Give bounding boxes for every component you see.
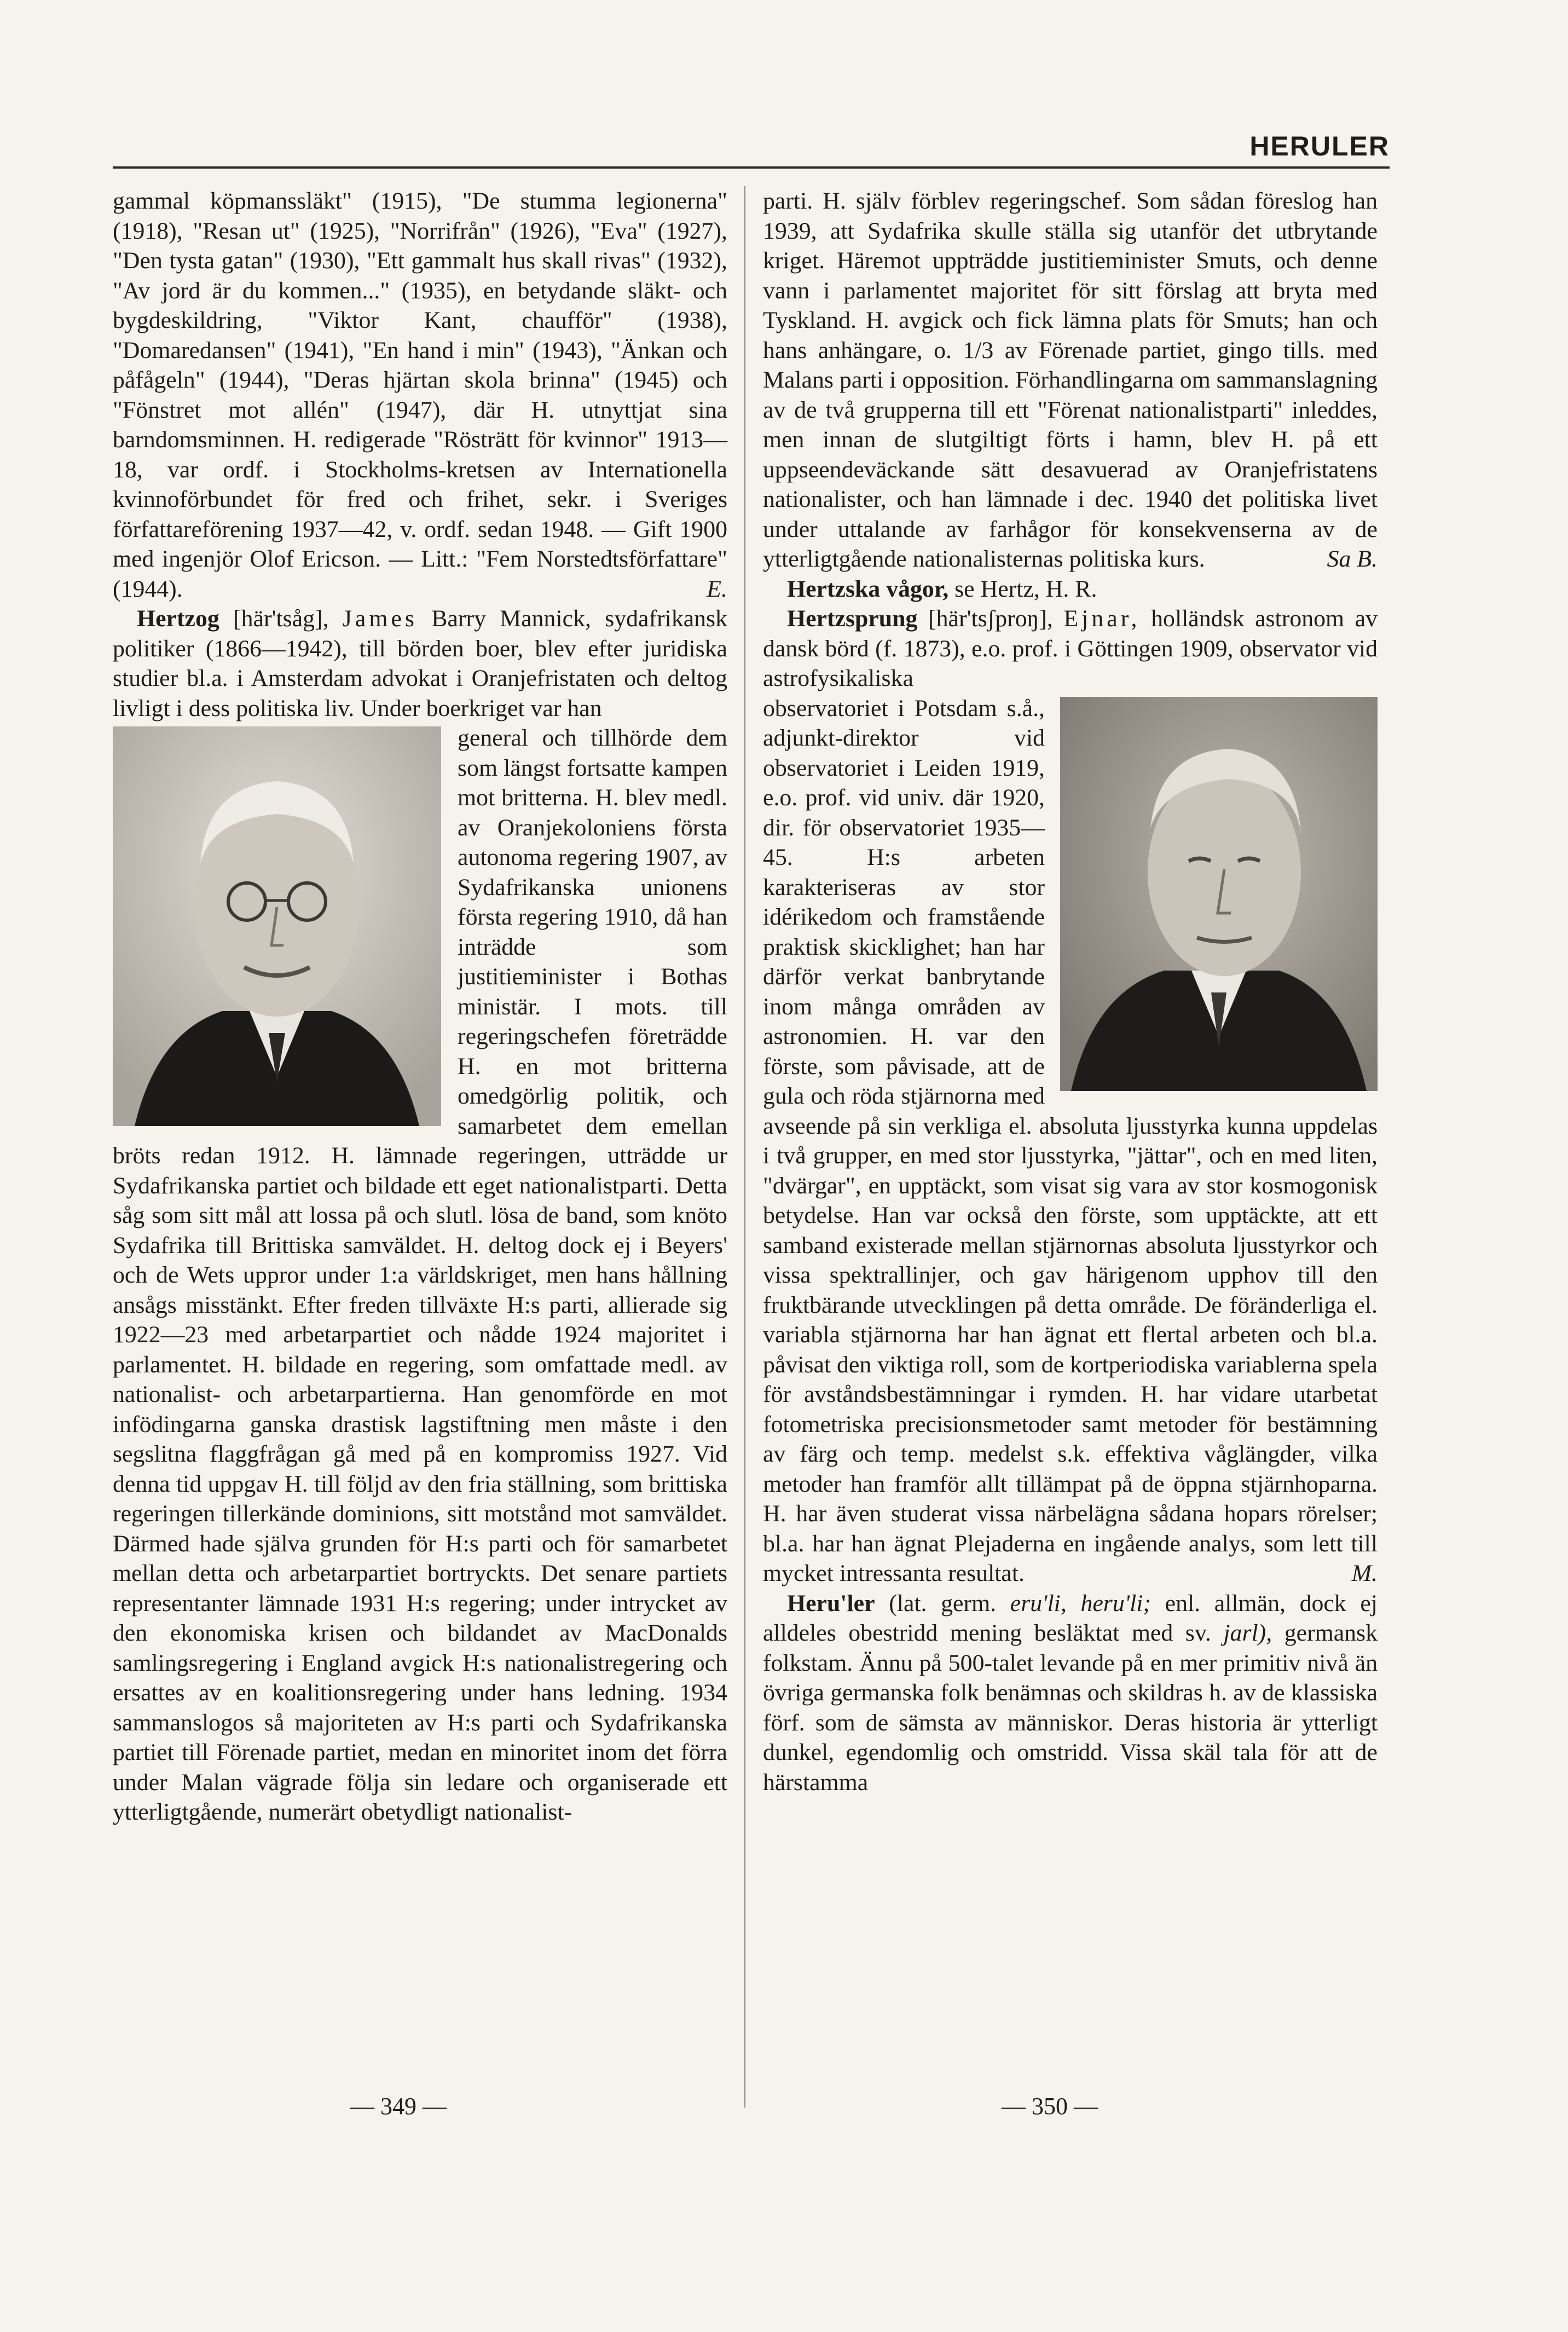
page-number-left: — 349 — [350,2093,447,2120]
entry-headword: Hertzog [137,605,219,632]
right-column [763,186,1378,1797]
entry-hertzog [113,604,727,723]
paragraph-continued [113,186,727,604]
page-number-right: — 350 — [1002,2093,1098,2120]
entry-text: observatoriet i Potsdam s.å., adjunkt-direktor vid observatoriet i Leiden 1919, e.o. prof. vid univ. där 1920, dir. för observatoriet 1935—45. H:s arbeten karakteriseras av stor idérikedom och framstående praktisk skicklighet; han har därför verkat banbrytande inom många områden av astronomien. H. var den förste, som påvisade, att de gula och röda stjärnorna med avseende på sin verkliga el. absoluta ljusstyrka kunna uppdelas i två grupper, en med stor ljusstyrka, "jättar", och en med liten, "dvärgar", en upptäckt, som visat sig vara av stor kosmogonisk betydelse. Han var också den förste, som upptäckte, att ett samband existerade mellan stjärnornas absoluta ljusstyrkor och vissa spektrallinjer, och gav härigenom upphov till den fruktbärande utvecklingen på detta område. De föränderliga el. variabla stjärnorna har han ägnat ett flertal arbeten och bl.a. påvisat den viktiga roll, som de kortperiodiska variablerna spela för avståndsbestämningar i rymden. H. har vidare utarbetat fotometriska precisionsmetoder samt metoder för bestämning av färg och temp. medelst s.k. effektiva våglängder, vilka metoder han framför allt tillämpat på de öppna stjärnhoparna. H. har även studerat vissa närbelägna sådana hopars rörelser; bl.a. har han ägnat Plejaderna en ingående analys, som lett till mycket intressanta resultat. [763,695,1378,1586]
left-column [113,186,727,1827]
entry-text: enl. allmän, dock ej alldeles obestridd mening besläktat med sv. [763,1590,1378,1646]
entry-text: general och tillhörde dem som längst fortsatte kampen mot britterna. H. blev medl. av Oranjekoloniens första autonoma regering 1907, av Sydafrikanska unionens första regering 1910, då han inträdde som justitieminister i Bothas ministär. I mots. till regeringschefen företrädde H. en mot britterna omedgörlig politik, och samarbetet dem emellan bröts redan 1912. H. lämnade regeringen, utträdde ur Sydafrikanska partiet och bildade ett eget nationalistparti. Detta såg som sitt mål att lossa på och slutl. lösa de band, som knöto Sydafrika till Brittiska samväldet. H. deltog dock ej i Beyers' och de Wets uppror under 1:a världskriget, men hans hållning ansågs misstänkt. Efter freden tillväxte H:s parti, allierade sig 1922—23 med arbetarpartiet och nådde 1924 majoritet i parlamentet. H. bildade en regering, som omfattade medl. av nationalist- och arbetarpartierna. Han genomförde en mot infödingarna ganska drastisk lagstiftning men måste i den segslitna flaggfrågan gå med på en kompromiss 1927. Vid denna tid uppgav H. till följd av den fria ställning, som brittiska regeringen tillerkände dominions, sitt motstånd mot samväldet. Därmed hade själva grunden för H:s parti och för samarbetet mellan detta och arbetarpartiet bortryckts. Det senare partiets representanter lämnade 1931 H:s regering; under intrycket av den ekonomiska krisen och bildandet av MacDonalds samlingsregering i England avgick H:s nationalistregering och ersattes av en koalitionsregering under hans ledning. 1934 sammanslogos så majoriteten av H:s parti och Sydafrikanska partiet till Förenade partiet, medan en minoritet inom det förra under Malan vägrade följa sin ledare och organiserade ett ytterligtgående, numerärt obetydligt nationalist- [113,725,727,1825]
author-signature: Sa B. [1327,546,1378,572]
entry-hertzog-end [763,186,1378,574]
portrait-hertzog [113,726,441,1126]
entry-heruler [763,1589,1378,1798]
entry-headword: Hertzska vågor, [787,575,949,602]
entry-text: se Hertz, H. R. [954,575,1097,602]
entry-text: Barry Mannick, sydafrikansk politiker (1866—1942), till börden boer, blev efter juridiska studier bl.a. i Amsterdam advokat i Oranjefristaten och deltog livligt i dess politiska liv. Under boerkriget var han [113,605,728,721]
entry-hertzsprung [763,604,1378,694]
entry-text: holländsk astronom av dansk börd (f. 1873), e.o. prof. i Göttingen 1909, observator vid astrofysikaliska [763,605,1378,691]
entry-text: parti. H. själv förblev regeringschef. Som sådan föreslog han 1939, att Sydafrika skulle ställa sig utanför det utbrytande kriget. Häremot uppträdde justitieminister Smuts, och denne vann i parlamentet majoritet för sitt förslag att bryta med Tyskland. H. avgick och fick lämna plats för Smuts; han och hans anhängare, o. 1/3 av Förenade partiet, gingo tills. med Malans parti i opposition. Förhandlingarna om sammanslagning av de två grupperna till ett "Förenat nationalistparti" inleddes, men innan de slutgiltigt förts i hamn, blev H. på ett uppseendeväckande sätt desavuerad av Oranjefristatens nationalister, och han lämnade i dec. 1940 det politiska livet under uttalande av farhågor för konsekvenserna av de ytterligtgående nationalisternas politiska kurs. [763,188,1378,572]
paragraph-text: gammal köpmanssläkt" (1915), "De stumma legionerna" (1918), "Resan ut" (1925), "Norrifrån" (1926), "Eva" (1927), "Den tysta gatan" (1930), "Ett gammalt hus skall rivas" (1932), "Av jord är du kommen..." (1935), en betydande släkt- och bygdeskildring, "Viktor Kant, chaufför" (1938), "Domaredansen" (1941), "En hand i min" (1943), "Änkan och påfågeln" (1944), "Deras hjärtan skola brinna" (1945) och "Fönstret mot allén" (1947), där H. utnyttjat sina barndomsminnen. H. redigerade "Rösträtt för kvinnor" 1913—18, var ordf. i Stockholms-kretsen av Internationella kvinnoförbundet för fred och frihet, sekr. i Sveriges författareförening 1937—42, v. ordf. sedan 1948. — Gift 1900 med ingenjör Olof Ericson. — Litt.: "Fem Norstedtsförfattare" (1944). [113,188,727,602]
entry-hertzska-vagor [763,574,1378,604]
running-head [113,130,1390,169]
column-divider [744,186,745,2108]
entry-text: germansk folkstam. Ännu på 500-talet levande på en mer primitiv nivå än övriga germanska folk benämnas och skildras h. av de klassiska förf. som de sämsta av människor. Deras historia är ytterligt dunkel, egendomlig och omstridd. Vissa skäl tala för att de härstamma [763,1620,1378,1796]
entry-cognate: jarl), [1223,1620,1272,1646]
entry-latin-form: eru'li, heru'li; [1010,1590,1152,1617]
entry-given-name: Ejnar, [1063,605,1141,632]
entry-headword: Hertzsprung [787,605,918,632]
portrait-hertzsprung-image [1060,697,1378,1091]
entry-pronunciation: [här'tsʃproŋ], [928,605,1053,632]
author-signature: E. [707,575,727,602]
portrait-hertzsprung [1060,697,1378,1091]
author-signature: M. [1351,1560,1378,1586]
entry-given-name: James [342,605,418,632]
entry-text: (lat. germ. [889,1590,997,1617]
running-head-title: HERULER [1249,131,1390,161]
entry-pronunciation: [här'tsåg], [233,605,329,632]
entry-headword: Heru'ler [787,1590,875,1617]
portrait-hertzog-image [113,726,441,1126]
